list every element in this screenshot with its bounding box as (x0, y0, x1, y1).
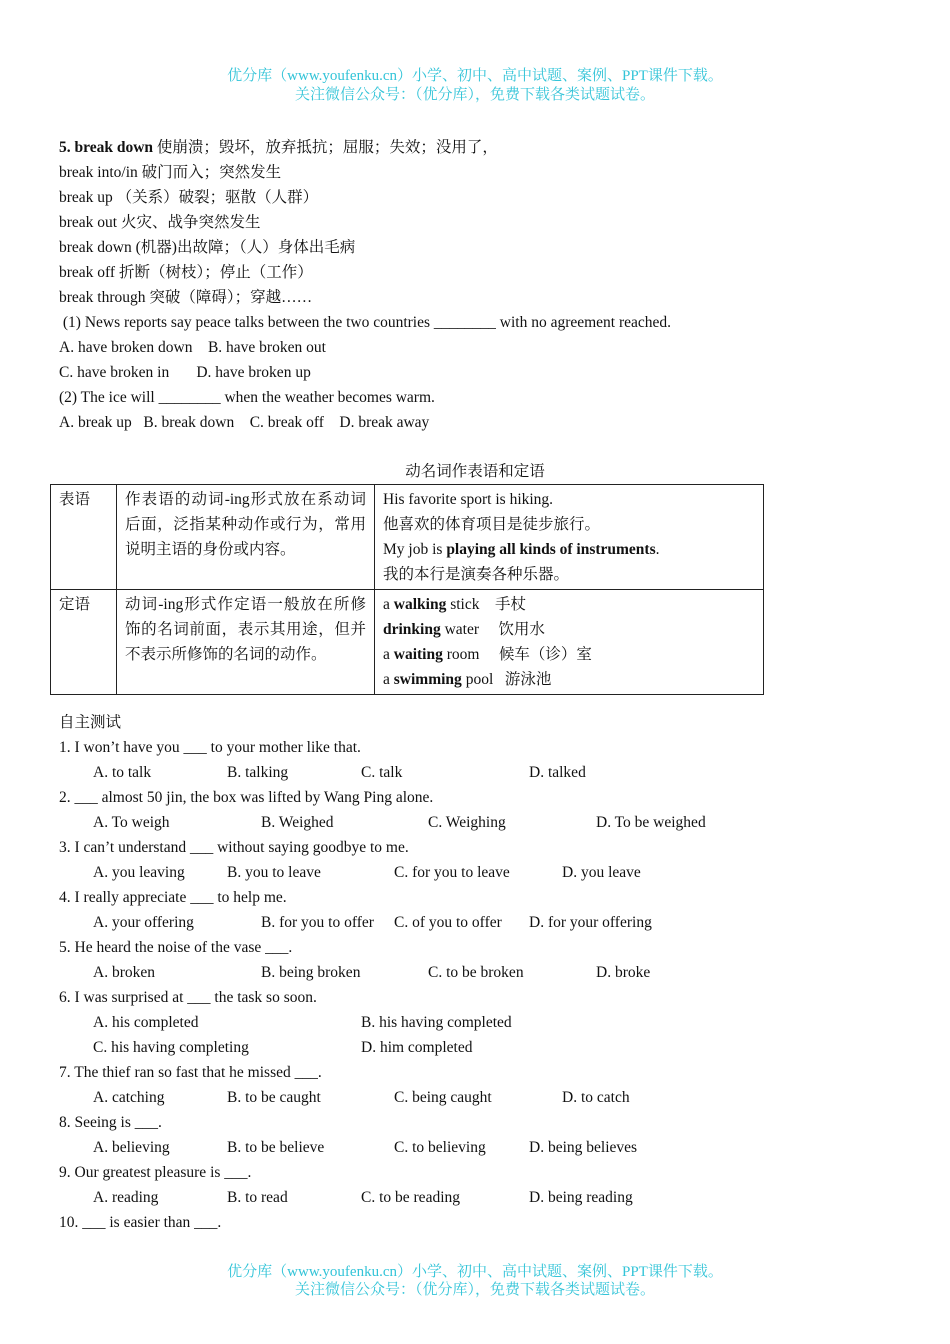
phrase-item: break off 折断（树枝）；停止（工作） (59, 264, 313, 281)
question-option: A. his completed (93, 1014, 199, 1031)
phrase-question-1: (1) News reports say peace talks between the two countries ________ with no agreement reached. (59, 314, 672, 331)
row-examples (375, 485, 764, 590)
example-text: . (655, 541, 660, 558)
question-option: B. his having completed (361, 1014, 512, 1031)
example-text: a (383, 596, 394, 613)
table-row (51, 590, 764, 695)
question-option: A. believing (93, 1139, 170, 1156)
question-option: D. to catch (562, 1089, 630, 1106)
question-option: A. your offering (93, 914, 194, 931)
question-option: C. his having completing (93, 1039, 249, 1056)
header-line-1: 优分库（www.youfenku.cn）小学、初中、高中试题、案例、PPT课件下载。 (227, 68, 723, 84)
question-option: A. you leaving (93, 864, 185, 881)
phrase-question-2-options: A. break up B. break down C. break off D. break away (59, 414, 430, 431)
question-option: D. being reading (529, 1189, 633, 1206)
question-option: C. to be broken (428, 964, 524, 981)
question-stem: 3. I can’t understand ___ without saying goodbye to me. (59, 839, 409, 856)
question-option: B. to be believe (227, 1139, 325, 1156)
example-bold: drinking (383, 621, 441, 638)
example-line: 我的本行是演奏各种乐器。 (383, 566, 570, 583)
header-line-2: 关注微信公众号：（优分库），免费下载各类试题试卷。 (294, 87, 655, 103)
question-option: B. to be caught (227, 1089, 321, 1106)
phrase-heading (59, 138, 498, 158)
question-option: C. for you to leave (394, 864, 510, 881)
footer-line-1: 优分库（www.youfenku.cn）小学、初中、高中试题、案例、PPT课件下载。 (227, 1264, 723, 1280)
question-stem: 7. The thief ran so fast that he missed ___. (59, 1064, 322, 1081)
question-option: D. broke (596, 964, 651, 981)
footer-line-2: 关注微信公众号：（优分库），免费下载各类试题试卷。 (294, 1282, 655, 1298)
question-stem: 5. He heard the noise of the vase ___. (59, 939, 293, 956)
question-option: D. him completed (361, 1039, 473, 1056)
example-text: stick 手杖 (446, 596, 526, 613)
question-option: A. catching (93, 1089, 165, 1106)
phrase-item: break into/in 破门而入；突然发生 (59, 164, 282, 181)
question-option: D. To be weighed (596, 814, 706, 831)
phrase-question-1-options-a: A. have broken down B. have broken out (59, 339, 326, 356)
example-line: 他喜欢的体育项目是徒步旅行。 (383, 516, 601, 533)
question-option: B. you to leave (227, 864, 321, 881)
table-row (51, 485, 764, 590)
question-option: B. Weighed (261, 814, 334, 831)
question-stem: 1. I won’t have you ___ to your mother like that. (59, 739, 361, 756)
example-text: water 饮用水 (440, 621, 545, 638)
question-option: A. reading (93, 1189, 159, 1206)
example-text: pool 游泳池 (461, 671, 552, 688)
phrase-item: break out 火灾、战争突然发生 (59, 214, 261, 231)
table-title: 动名词作表语和定语 (405, 463, 545, 480)
question-option: B. to read (227, 1189, 288, 1206)
example-text: a (383, 646, 394, 663)
question-stem: 2. ___ almost 50 jin, the box was lifted by Wang Ping alone. (59, 789, 434, 806)
example-bold: swimming (393, 671, 462, 688)
example-line (383, 537, 755, 562)
row-examples (375, 590, 764, 695)
example-bold: playing all kinds of instruments (446, 541, 656, 558)
example-bold: walking (393, 596, 447, 613)
question-stem: 8. Seeing is ___. (59, 1114, 162, 1131)
example-text: room 候车（诊）室 (442, 646, 592, 663)
example-text: a (383, 671, 394, 688)
row-label: 定语 (51, 590, 117, 695)
question-option: D. being believes (529, 1139, 638, 1156)
example-line (383, 667, 755, 692)
example-bold: waiting (393, 646, 443, 663)
question-option: A. to talk (93, 764, 152, 781)
phrase-item: break through 突破（障碍）；穿越…… (59, 289, 313, 306)
question-option: D. you leave (562, 864, 641, 881)
question-option: A. broken (93, 964, 155, 981)
row-description: 动词-ing形式作定语一般放在所修饰的名词前面，表示其用途，但并不表示所修饰的名词的动作。 (117, 590, 375, 695)
phrase-heading-meaning: 使崩溃；毁坏，放弃抵抗；屈服；失效；没用了， (153, 139, 498, 156)
question-option: D. talked (529, 764, 586, 781)
question-option: A. To weigh (93, 814, 170, 831)
question-stem: 6. I was surprised at ___ the task so soon. (59, 989, 317, 1006)
phrase-question-2: (2) The ice will ________ when the weather becomes warm. (59, 389, 435, 406)
question-option: C. to believing (394, 1139, 486, 1156)
question-option: C. of you to offer (394, 914, 502, 931)
example-line (383, 642, 755, 667)
grammar-table (50, 484, 764, 695)
question-option: C. talk (361, 764, 403, 781)
question-option: D. for your offering (529, 914, 652, 931)
example-text: My job is (383, 541, 447, 558)
question-option: C. being caught (394, 1089, 492, 1106)
row-label: 表语 (51, 485, 117, 590)
question-option: C. Weighing (428, 814, 506, 831)
phrase-question-1-options-b: C. have broken in D. have broken up (59, 364, 311, 381)
question-stem: 9. Our greatest pleasure is ___. (59, 1164, 252, 1181)
example-line: His favorite sport is hiking. (383, 491, 554, 508)
phrase-heading-bold: 5. break down (59, 139, 154, 156)
example-line (383, 617, 755, 642)
question-stem: 4. I really appreciate ___ to help me. (59, 889, 287, 906)
question-option: B. for you to offer (261, 914, 374, 931)
question-option: C. to be reading (361, 1189, 461, 1206)
question-option: B. being broken (261, 964, 361, 981)
test-title: 自主测试 (59, 714, 122, 731)
phrase-item: break down (机器)出故障；（人）身体出毛病 (59, 239, 356, 256)
question-stem: 10. ___ is easier than ___. (59, 1214, 222, 1231)
phrase-item: break up （关系）破裂；驱散（人群） (59, 189, 319, 206)
row-description: 作表语的动词-ing形式放在系动词后面，泛指某种动作或行为，常用说明主语的身份或内容。 (117, 485, 375, 590)
question-option: B. talking (227, 764, 289, 781)
example-line (383, 592, 755, 617)
